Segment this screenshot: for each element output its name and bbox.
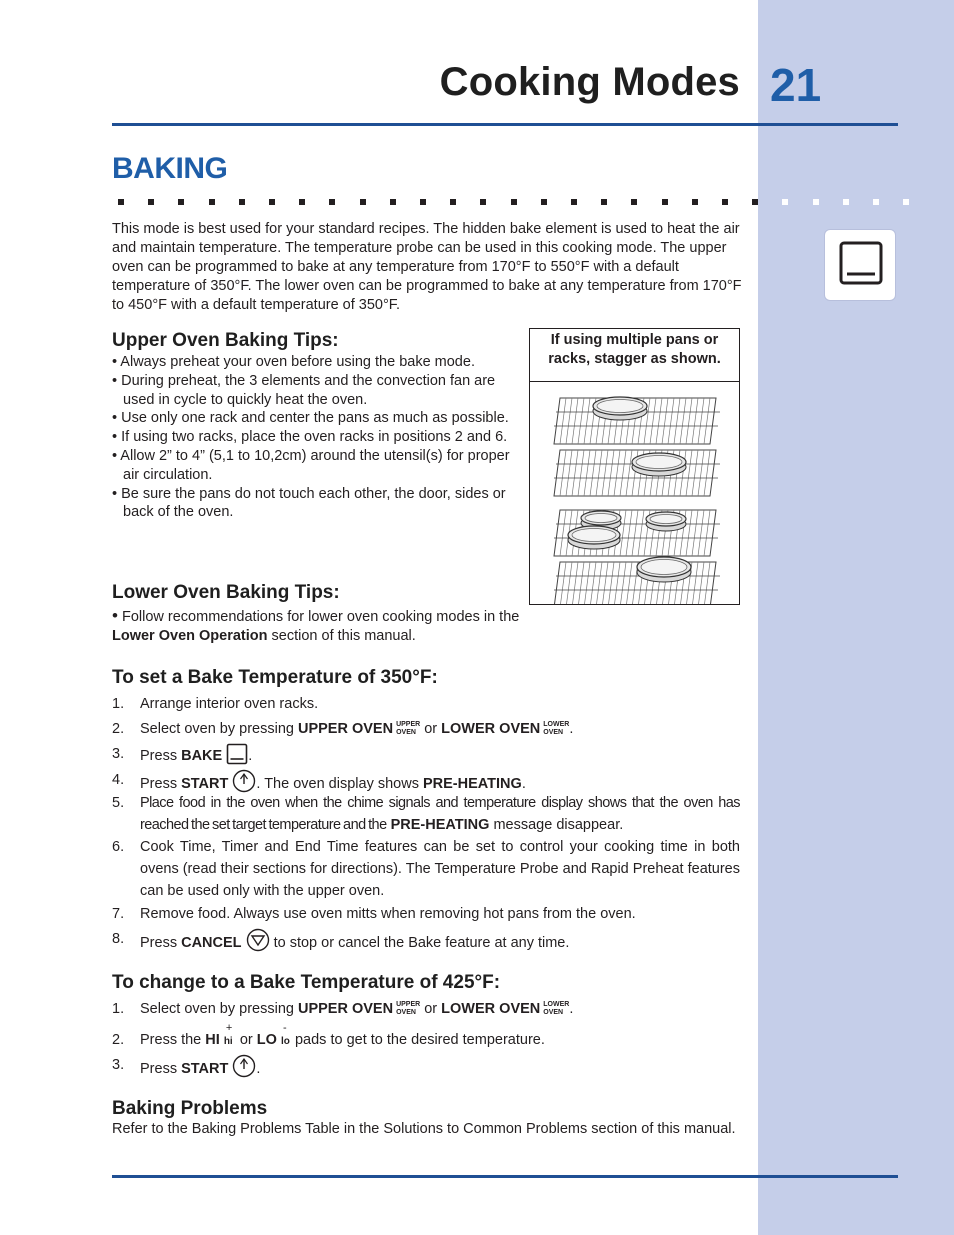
divider-dot: [722, 199, 728, 205]
sidebar-band: [758, 0, 954, 1235]
dotted-divider: [112, 199, 898, 207]
set-425-heading: To change to a Bake Temperature of 425°F:: [112, 972, 501, 993]
divider-dot: [813, 199, 819, 205]
figure-caption: If using multiple pans or racks, stagger as shown.: [530, 329, 739, 382]
bottom-rule: [112, 1175, 898, 1178]
list-item: • Use only one rack and center the pans as much as possible.: [112, 410, 509, 427]
divider-dot: [782, 199, 788, 205]
list-item: • Always preheat your oven before using the bake mode.: [112, 354, 475, 370]
divider-dot: [299, 199, 305, 205]
divider-dot: [571, 199, 577, 205]
set-350-heading: To set a Bake Temperature of 350°F:: [112, 667, 438, 688]
divider-dot: [843, 199, 849, 205]
start-key-icon: [232, 769, 256, 793]
divider-dot: [662, 199, 668, 205]
section-title: BAKING: [112, 152, 228, 185]
divider-dot: [752, 199, 758, 205]
divider-dot: [450, 199, 456, 205]
divider-dot: [360, 199, 366, 205]
rack-figure: [529, 328, 740, 605]
bake-key-icon: [226, 743, 248, 765]
baking-problems-text: Refer to the Baking Problems Table in the Solutions to Common Problems section of this manual.: [112, 1121, 736, 1137]
divider-dot: [269, 199, 275, 205]
divider-dot: [873, 199, 879, 205]
divider-dot: [118, 199, 124, 205]
lower-oven-key-label: LOWER OVEN: [543, 1001, 570, 1017]
page-number: 21: [770, 59, 822, 111]
divider-dot: [148, 199, 154, 205]
divider-dot: [601, 199, 607, 205]
lower-tips-heading: Lower Oven Baking Tips:: [112, 582, 340, 603]
divider-dot: [329, 199, 335, 205]
top-rule: [112, 123, 898, 126]
lower-oven-key-label: LOWER OVEN: [543, 721, 570, 737]
divider-dot: [692, 199, 698, 205]
upper-tips-heading: Upper Oven Baking Tips:: [112, 330, 339, 351]
lower-tips-text: • Follow recommendations for lower oven cooking modes in the Lower Oven Operation section of this manual.: [112, 606, 520, 644]
divider-dot: [239, 199, 245, 205]
list-item: • During preheat, the 3 elements and the convection fan are used in cycle to quickly heat the oven.: [112, 372, 496, 408]
cancel-key-icon: [246, 928, 270, 952]
rack-illustration: [530, 382, 739, 604]
upper-oven-key-label: UPPER OVEN: [396, 721, 421, 737]
divider-dot: [631, 199, 637, 205]
divider-dot: [178, 199, 184, 205]
start-key-icon: [232, 1054, 256, 1078]
upper-oven-key-label: UPPER OVEN: [396, 1001, 421, 1017]
divider-dot: [420, 199, 426, 205]
baking-problems-heading: Baking Problems: [112, 1098, 268, 1119]
divider-dot: [209, 199, 215, 205]
lo-key-icon: - lo: [280, 1022, 290, 1047]
intro-paragraph: This mode is best used for your standard recipes. The hidden bake element is used to heat the air and maintain temperature. The temperature probe can be used in this cooking mode. The upper oven can be programmed to bake at any temperature from 170°F to 550°F with a default temperature of 350°F. The lower oven can be programmed to bake at any temperature from 170°F to 450°F with a default temperature of 350°F.: [112, 221, 742, 313]
list-item: • Be sure the pans do not touch each other, the door, sides or back of the oven.: [112, 485, 506, 521]
list-item: • Allow 2” to 4” (5,1 to 10,2cm) around the utensil(s) for proper air circulation.: [112, 447, 510, 483]
divider-dot: [511, 199, 517, 205]
page-title: Cooking Modes: [439, 60, 740, 104]
bullet: •: [112, 606, 118, 625]
divider-dot: [390, 199, 396, 205]
divider-dot: [541, 199, 547, 205]
divider-dot: [903, 199, 909, 205]
list-item: • If using two racks, place the oven racks in positions 2 and 6.: [112, 429, 508, 446]
hi-key-icon: + hi: [223, 1022, 233, 1047]
bake-icon: [824, 229, 896, 301]
divider-dot: [480, 199, 486, 205]
upper-tips-list: [112, 353, 512, 522]
